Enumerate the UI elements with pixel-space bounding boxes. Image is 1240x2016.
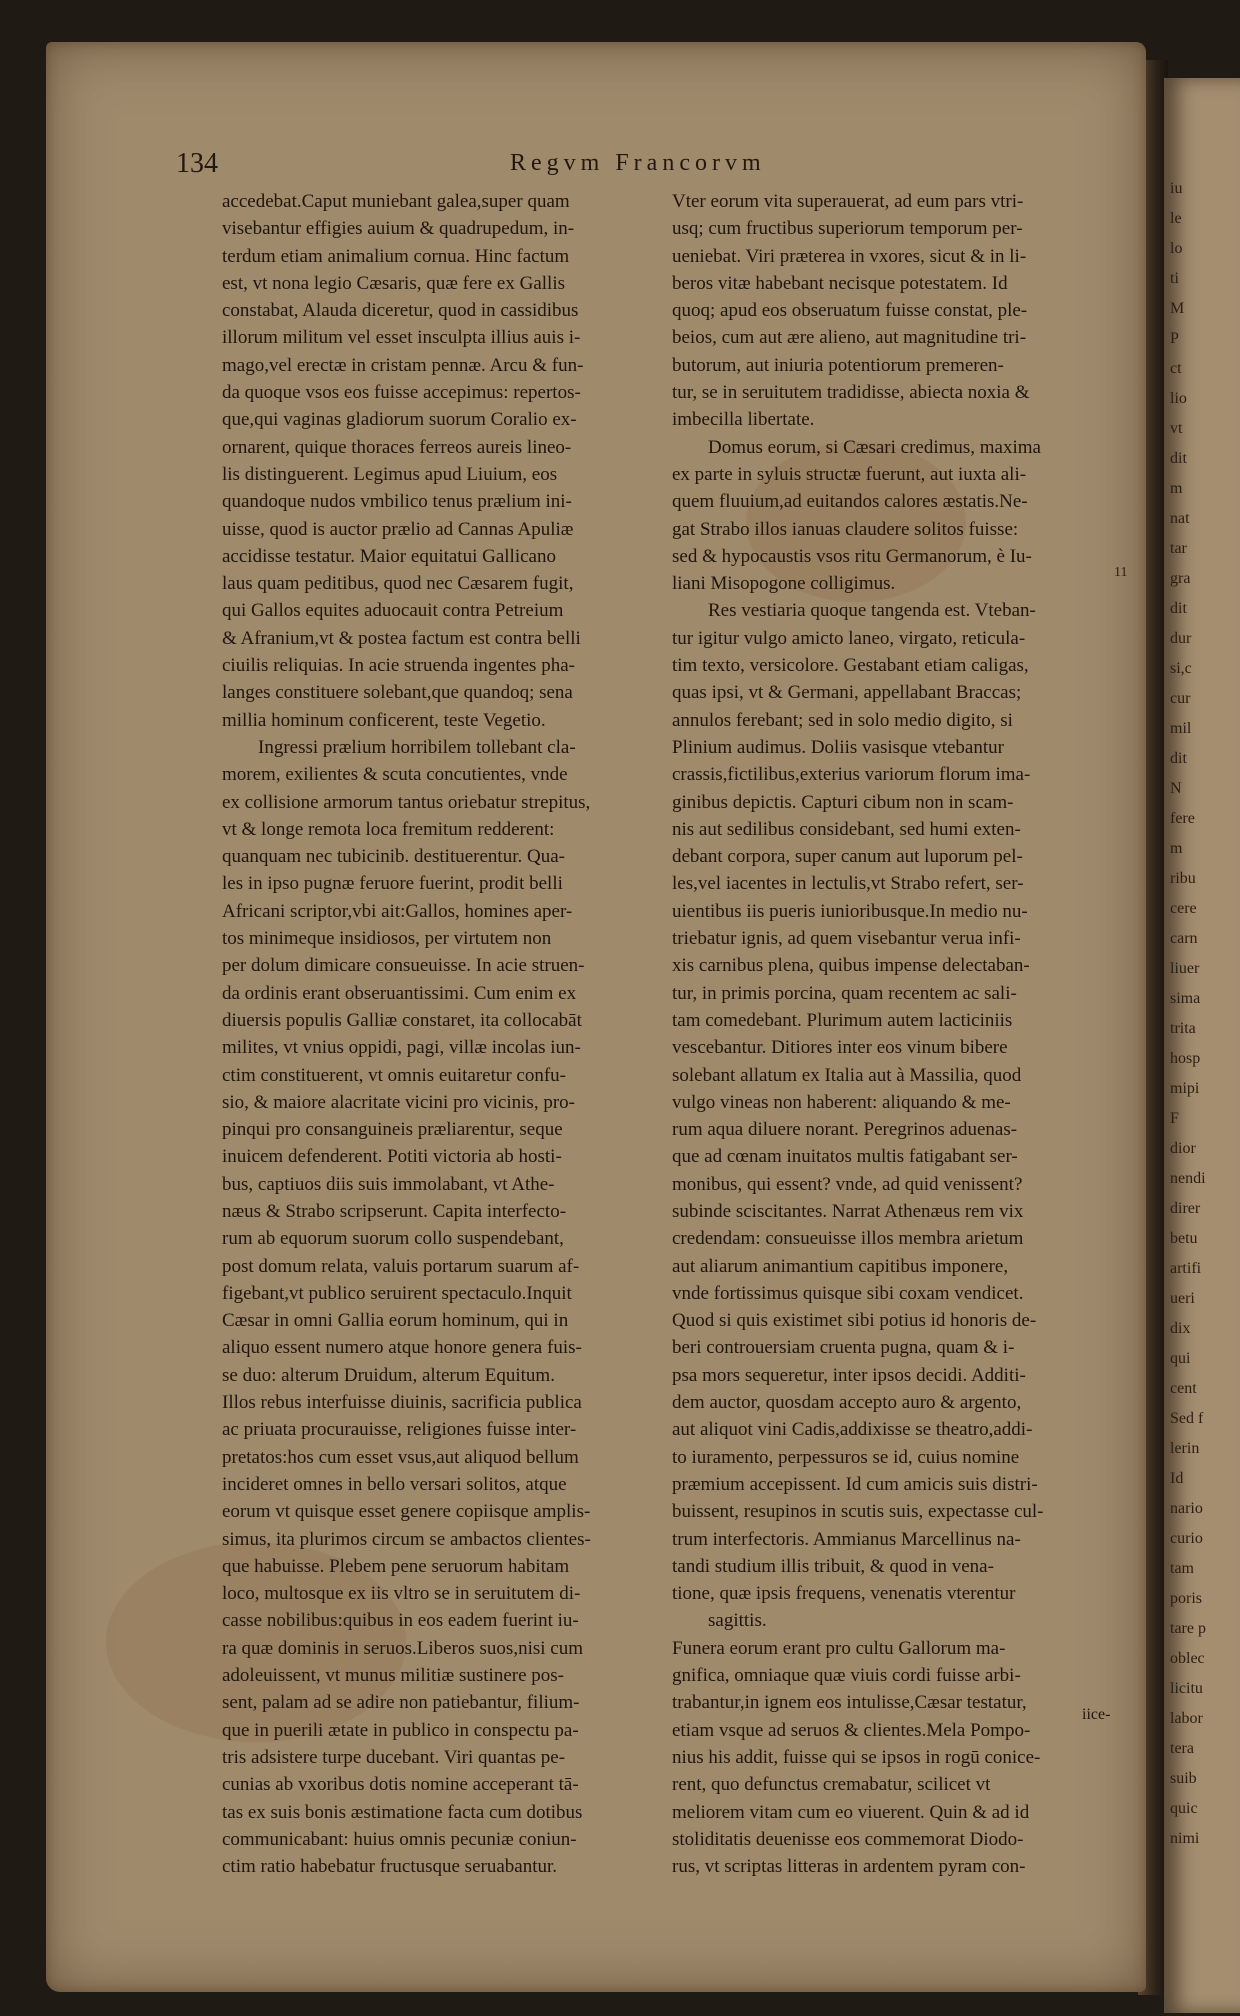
facing-page-text: betu: [1170, 1230, 1198, 1247]
text-line: que ad cœnam inuitatos multis fatigabant ser-: [672, 1146, 1018, 1168]
facing-page-text: P: [1170, 330, 1179, 347]
text-line: visebantur effigies auium & quadrupedum, in-: [222, 218, 575, 240]
left-text-column: [222, 188, 692, 1880]
text-line: Ingressi prælium horribilem tollebant cla-: [258, 736, 576, 758]
facing-page-text: le: [1170, 210, 1182, 227]
text-line: gnifica, omniaque quæ viuis cordi fuisse arbi-: [672, 1665, 1021, 1687]
facing-page-text: poris: [1170, 1590, 1202, 1607]
text-line: se duo: alterum Druidum, alterum Equitum.: [222, 1364, 555, 1386]
text-line: tos minimeque insidiosos, per virtutem non: [222, 928, 552, 950]
text-line: gat Strabo illos ianuas claudere solitos fuisse:: [672, 518, 1019, 540]
text-line: tur, se in seruitutem tradidisse, abiecta noxia &: [672, 382, 1030, 404]
facing-page-text: curio: [1170, 1530, 1203, 1547]
text-line: casse nobilibus:quibus in eos eadem fuerint iu-: [222, 1610, 579, 1632]
text-line: accidisse testatur. Maior equitatui Gallicano: [222, 545, 556, 567]
text-line: diuersis populis Galliæ constaret, ita collocabāt: [222, 1009, 582, 1031]
text-line: que habuisse. Plebem pene seruorum habitam: [222, 1555, 570, 1577]
text-line: Cæsar in omni Gallia eorum hominum, qui in: [222, 1310, 569, 1332]
text-line: sio, & maiore alacritate vicini pro vicinis, pro-: [222, 1091, 575, 1113]
text-line: ctim ratio habebatur fructusque seruabantur.: [222, 1856, 558, 1878]
text-line: ueniebat. Viri præterea in vxores, sicut & in li-: [672, 245, 1027, 267]
text-line: loco, multosque ex iis vltro se in seruitutem di-: [222, 1583, 581, 1605]
text-line: milites, vt vnius oppidi, pagi, villæ incolas iun-: [222, 1037, 581, 1059]
text-line: tandi studium illis tribuit, & quod in vena-: [672, 1555, 994, 1577]
text-line: aut aliarum animantium capitibus imponere,: [672, 1255, 1009, 1277]
text-line: millia hominum conficerent, teste Vegetio.: [222, 709, 546, 731]
facing-page-text: artifi: [1170, 1260, 1202, 1277]
facing-page-text: dit: [1170, 600, 1187, 617]
text-line: vnde fortissimus quisque sibi coxam vendicet.: [672, 1282, 1024, 1304]
text-line: langes constituere solebant,que quandoq; sena: [222, 682, 573, 704]
facing-page-text: nendi: [1170, 1170, 1206, 1187]
facing-page-text: ti: [1170, 270, 1179, 287]
text-line: rum aqua diluere norant. Peregrinos aduenas-: [672, 1119, 1018, 1141]
text-line: rent, quo defunctus cremabatur, scilicet vt: [672, 1774, 991, 1796]
text-line: Illos rebus interfuisse diuinis, sacrificia publica: [222, 1392, 582, 1414]
facing-page-fragment: [1164, 78, 1240, 2013]
facing-page-text: oblec: [1170, 1650, 1205, 1667]
text-line: laus quam peditibus, quod nec Cæsarem fugit,: [222, 573, 574, 595]
facing-page-text: nimi: [1170, 1830, 1200, 1847]
text-line: accedebat.Caput muniebant galea,super quam: [222, 191, 570, 212]
text-line: tas ex suis bonis æstimatione facta cum dotibus: [222, 1801, 583, 1823]
text-line: Domus eorum, si Cæsari credimus, maxima: [708, 436, 1041, 458]
facing-page-text: licitu: [1170, 1680, 1203, 1697]
text-line: ciuilis reliquias. In acie struenda ingentes pha-: [222, 655, 575, 677]
facing-page-text: ct: [1170, 360, 1182, 377]
facing-page-text: cere: [1170, 900, 1197, 917]
text-line: ornarent, quique thoraces ferreos aureis lineo-: [222, 436, 572, 458]
text-line: credendam: consueuisse illos membra arietum: [672, 1228, 1024, 1250]
text-line: imbecilla libertate.: [672, 409, 815, 431]
facing-page-text: lio: [1170, 390, 1187, 407]
text-line: tur, in primis porcina, quam recentem ac sali-: [672, 982, 1017, 1004]
facing-page-text: nat: [1170, 510, 1190, 527]
facing-page-text: dit: [1170, 450, 1187, 467]
text-line: debant corpora, super canum aut luporum pel-: [672, 846, 1023, 868]
marginal-numeral: 11: [1114, 565, 1128, 580]
text-line: Res vestiaria quoque tangenda est. Vteban-: [708, 600, 1036, 622]
text-line: da quoque vsos eos fuisse accepimus: repertos-: [222, 382, 581, 404]
facing-page-text: Id: [1170, 1470, 1184, 1487]
text-line: Funera eorum erant pro cultu Gallorum ma-: [672, 1637, 1006, 1659]
text-line: quandoque nudos vmbilico tenus prælium ini-: [222, 491, 572, 513]
text-line: figebant,vt publico seruirent spectaculo.Inquit: [222, 1282, 572, 1304]
text-line: morem, exilientes & scuta concutientes, vnde: [222, 764, 568, 786]
facing-page-text: hosp: [1170, 1050, 1201, 1067]
facing-page-text: fere: [1170, 810, 1195, 827]
facing-page-text: tare p: [1170, 1620, 1206, 1637]
text-line: nius his addit, fuisse qui se ipsos in rogū conice-: [672, 1746, 1041, 1768]
text-line: quas ipsi, vt & Germani, appellabant Braccas;: [672, 682, 1022, 704]
text-line: trum interfectoris. Ammianus Marcellinus na-: [672, 1528, 1021, 1550]
text-line: pinqui pro consanguineis præliarentur, seque: [222, 1119, 563, 1141]
text-line: psa mors sequeretur, inter ipsos decidi. Additi-: [672, 1364, 1026, 1386]
facing-page-text: tera: [1170, 1740, 1194, 1757]
text-line: cunias ab vxoribus dotis nomine acceperant tā-: [222, 1774, 579, 1796]
text-line: & Afranium,vt & postea factum est contra belli: [222, 627, 581, 649]
text-line: meliorem vitam cum eo viuerent. Quin & ad id: [672, 1801, 1030, 1823]
text-line: sagittis.: [708, 1610, 767, 1632]
text-line: trabantur,in ignem eos intulisse,Cæsar testatur,: [672, 1692, 1027, 1714]
text-line: incideret omnes in bello versari solitos, atque: [222, 1473, 567, 1495]
text-line: ac priuata procurauisse, religiones fuisse inter-: [222, 1419, 577, 1441]
text-line: tur igitur vulgo amicto laneo, virgato, reticula-: [672, 627, 1026, 649]
facing-page-text: dix: [1170, 1320, 1191, 1337]
running-head: [0, 148, 1240, 188]
text-line: uientibus iis pueris iunioribusque.In medio nu-: [672, 900, 1028, 922]
facing-page-text: carn: [1170, 930, 1198, 947]
folio-number: 134: [176, 148, 218, 179]
text-line: quanquam nec tubicinib. destituerentur. Qua-: [222, 846, 565, 868]
facing-page-text: gra: [1170, 570, 1191, 587]
catchword: iice-: [1082, 1706, 1111, 1723]
text-line: ginibus depictis. Capturi cibum non in scam-: [672, 791, 1014, 813]
text-line: solebant allatum ex Italia aut à Massilia, quod: [672, 1064, 1022, 1086]
facing-page-text: sima: [1170, 990, 1201, 1007]
text-line: ra quæ dominis in seruos.Liberos suos,nisi cum: [222, 1637, 583, 1659]
text-line: pretatos:hos cum esset vsus,aut aliquod bellum: [222, 1446, 579, 1468]
text-line: quem fluuium,ad euitandos calores æstatis.Ne-: [672, 491, 1028, 513]
text-line: crassis,fictilibus,exterius variorum florum ima-: [672, 764, 1031, 786]
facing-page-text: ueri: [1170, 1290, 1195, 1307]
facing-page-text: direr: [1170, 1200, 1201, 1217]
facing-page-text: dit: [1170, 750, 1187, 767]
facing-page-text: tar: [1170, 540, 1187, 557]
facing-page-text: dur: [1170, 630, 1192, 647]
facing-page-text: m: [1170, 480, 1183, 497]
facing-page-text: Sed f: [1170, 1410, 1204, 1427]
text-line: ctim constituerent, vt omnis euitaretur confu-: [222, 1064, 567, 1086]
text-line: illorum militum vel esset insculpta illius auis i-: [222, 327, 581, 349]
text-line: quoq; apud eos obseruatum fuisse constat, ple-: [672, 300, 1028, 322]
text-line: sent, palam ad se adire non patiebantur, filium-: [222, 1692, 580, 1714]
text-line: nis aut sedilibus considebant, sed humi exten-: [672, 818, 1021, 840]
facing-page-text: cent: [1170, 1380, 1197, 1397]
text-line: vulgo vineas non haberent: aliquando & me-: [672, 1091, 1011, 1113]
facing-page-text: qui: [1170, 1350, 1191, 1367]
text-line: beios, cum aut ære alieno, aut magnitudine tri-: [672, 327, 1027, 349]
text-line: est, vt nona legio Cæsaris, quæ fere ex Gallis: [222, 272, 565, 294]
text-line: annulos ferebant; sed in solo medio digito, si: [672, 709, 1013, 731]
facing-page-text: mipi: [1170, 1080, 1200, 1097]
text-line: rum ab equorum suorum collo suspendebant,: [222, 1228, 564, 1250]
facing-page-text: trita: [1170, 1020, 1196, 1037]
facing-page-text: m: [1170, 840, 1183, 857]
facing-page-text: labor: [1170, 1710, 1203, 1727]
text-line: subinde sciscitantes. Narrat Athenæus rem vix: [672, 1200, 1024, 1222]
text-line: tione, quæ ipsis frequens, venenatis vterentur: [672, 1583, 1016, 1605]
text-line: mago,vel erectæ in cristam pennæ. Arcu & fun-: [222, 354, 584, 376]
text-line: Vter eorum vita superauerat, ad eum pars vtri-: [672, 191, 1024, 212]
text-line: Plinium audimus. Doliis vasisque vtebantur: [672, 736, 1004, 758]
text-line: rus, vt scriptas litteras in ardentem pyram con-: [672, 1856, 1026, 1878]
facing-page-text: cur: [1170, 690, 1191, 707]
facing-page-text: dior: [1170, 1140, 1196, 1157]
facing-page-text: tam: [1170, 1560, 1194, 1577]
text-line: stoliditatis deuenisse eos commemorat Diodo-: [672, 1828, 1024, 1850]
facing-page-text: lerin: [1170, 1440, 1200, 1457]
facing-page-text: iu: [1170, 180, 1183, 197]
facing-page-text: N: [1170, 780, 1182, 797]
facing-page-text: suib: [1170, 1770, 1197, 1787]
text-line: da ordinis erant obseruantissimi. Cum enim ex: [222, 982, 577, 1004]
text-line: adoleuissent, vt munus militiæ sustinere pos-: [222, 1665, 564, 1687]
facing-page-text: ribu: [1170, 870, 1196, 887]
facing-page-text: vt: [1170, 420, 1183, 437]
text-line: usq; cum fructibus superiorum temporum per-: [672, 218, 1023, 240]
text-line: vt & longe remota loca fremitum redderent:: [222, 818, 555, 840]
running-title: Regvm Francorvm: [510, 150, 766, 176]
text-line: inuicem defenderent. Potiti victoria ab hosti-: [222, 1146, 562, 1168]
text-line: dem auctor, quosdam accepto auro & argento,: [672, 1392, 1022, 1414]
text-line: næus & Strabo scripserunt. Capita interfecto-: [222, 1200, 567, 1222]
text-line: xis carnibus plena, quibus impense delectaban-: [672, 955, 1030, 977]
facing-page-text: liuer: [1170, 960, 1200, 977]
text-line: vescebantur. Ditiores inter eos vinum bibere: [672, 1037, 1008, 1059]
text-line: to iuramento, perpessuros se id, cuius nomine: [672, 1446, 1020, 1468]
text-line: Quod si quis existimet sibi potius id honoris de-: [672, 1310, 1037, 1332]
text-line: tim texto, versicolore. Gestabant etiam caligas,: [672, 655, 1029, 677]
text-line: sed & hypocaustis vsos ritu Germanorum, è Iu-: [672, 545, 1032, 567]
text-line: uisse, quod is auctor prælio ad Cannas Apuliæ: [222, 518, 574, 540]
text-line: qui Gallos equites aduocauit contra Petreium: [222, 600, 564, 622]
text-line: post domum relata, valuis portarum suarum af-: [222, 1255, 580, 1277]
facing-page-text: lo: [1170, 240, 1183, 257]
facing-page-text: quic: [1170, 1800, 1198, 1817]
text-line: præmium accepissent. Id cum amicis suis distri-: [672, 1473, 1038, 1495]
text-line: tam comedebant. Plurimum autem lacticiniis: [672, 1009, 1013, 1031]
text-line: simus, ita plurimos circum se ambactos clientes-: [222, 1528, 591, 1550]
text-line: terdum etiam animalium cornua. Hinc factum: [222, 245, 570, 267]
text-line: aliquo essent numero atque honore genera fuis-: [222, 1337, 582, 1359]
facing-page-text: F: [1170, 1110, 1179, 1127]
text-line: butorum, aut iniuria potentiorum premeren-: [672, 354, 1004, 376]
text-line: ex parte in syluis structæ fuerunt, aut iuxta ali-: [672, 463, 1027, 485]
text-line: ex collisione armorum tantus oriebatur strepitus,: [222, 791, 591, 813]
facing-page-text: M: [1170, 300, 1185, 317]
text-line: que in puerili ætate in publico in conspectu pa-: [222, 1719, 579, 1741]
text-line: triebatur ignis, ad quem visebantur verua infi-: [672, 928, 1021, 950]
text-line: constabat, Alauda diceretur, quod in cassidibus: [222, 300, 579, 322]
text-line: que,qui vaginas gladiorum suorum Coralio ex-: [222, 409, 577, 431]
facing-page-text: nario: [1170, 1500, 1203, 1517]
text-line: per dolum dimicare consueuisse. In acie struen-: [222, 955, 585, 977]
facing-page-text: si,c: [1170, 660, 1192, 677]
text-line: eorum vt quisque esset genere copiisque amplis-: [222, 1501, 591, 1523]
text-line: bus, captiuos diis suis immolabant, vt Athe-: [222, 1173, 555, 1195]
text-line: les,vel iacentes in lectulis,vt Strabo refert, ser-: [672, 873, 1024, 895]
text-line: communicabant: huius omnis pecuniæ coniun-: [222, 1828, 577, 1850]
facing-page-text: mil: [1170, 720, 1192, 737]
text-line: beri controuersiam cruenta pugna, quam & i-: [672, 1337, 1015, 1359]
text-line: lis distinguerent. Legimus apud Liuium, eos: [222, 463, 558, 485]
text-line: liani Misopogone colligimus.: [672, 573, 896, 595]
text-line: tris adsistere turpe ducebant. Viri quantas pe-: [222, 1746, 566, 1768]
text-line: monibus, qui essent? vnde, ad quid venissent?: [672, 1173, 1023, 1195]
text-line: Africani scriptor,vbi ait:Gallos, homines aper-: [222, 900, 573, 922]
text-line: aut aliquot vini Cadis,addixisse se theatro,addi-: [672, 1419, 1033, 1441]
right-text-column: [672, 188, 1138, 1880]
text-line: beros vitæ habebant necisque potestatem. Id: [672, 272, 1008, 294]
text-line: buissent, resupinos in scutis suis, expectasse cul-: [672, 1501, 1044, 1523]
text-line: etiam vsque ad seruos & clientes.Mela Pompo-: [672, 1719, 1031, 1741]
text-line: les in ipso pugnæ feruore fuerint, prodit belli: [222, 873, 563, 895]
